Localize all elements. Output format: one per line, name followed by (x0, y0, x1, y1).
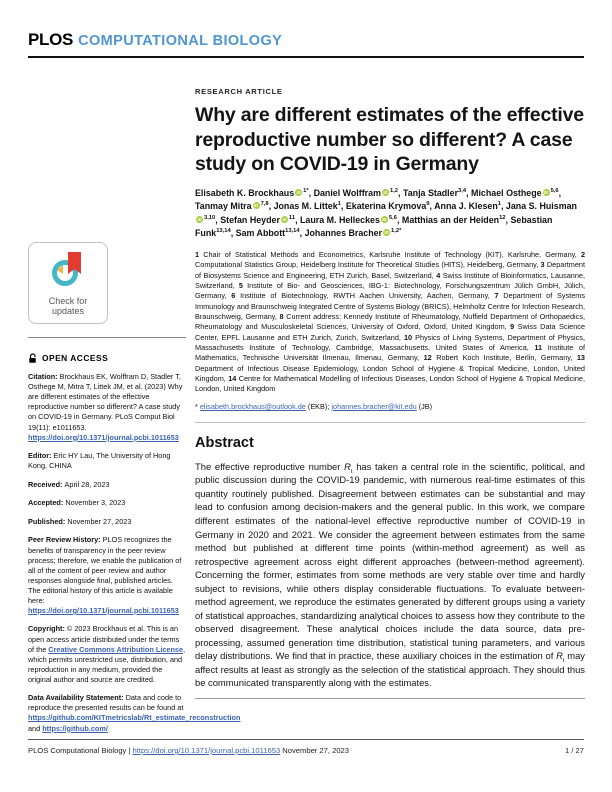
abstract-heading: Abstract (195, 434, 254, 451)
orcid-icon[interactable]: iD (543, 189, 549, 195)
open-lock-icon (28, 353, 37, 364)
hyperlink[interactable]: https://github.com/KITmetricslab/Rt_estimate_reconstruction (28, 713, 241, 723)
plos-logo: PLOS (28, 30, 74, 49)
accepted-date: Accepted: November 3, 2023 (28, 498, 126, 508)
copyright-note: Copyright: © 2023 Brockhaus et al. This is an open access article distributed under the terms of the Creative Commons Attribution License, which permits unrestricted use, distribution, and reproduction in any medium, provided the original author and source are credited. (28, 624, 186, 684)
crossmark-icon (51, 251, 85, 287)
hyperlink[interactable]: https://github.com/ (42, 723, 108, 733)
journal-masthead (28, 30, 584, 58)
peer-review-note: Peer Review History: PLOS recognizes the benefits of transparency in the peer review process; therefore, we enable the publication of all of the content of peer review and author responses alongside final, published articles. The editorial history of this article is available here: https://doi.org/10.1371/journal.pcbi.1011653 (28, 535, 182, 615)
orcid-icon[interactable]: iD (382, 216, 387, 222)
hyperlink[interactable]: https://doi.org/10.1371/journal.pcbi.1011653 (28, 605, 179, 615)
footer-citation: PLOS Computational Biology | https://doi.org/10.1371/journal.pcbi.1011653 November 27, 2023 (28, 746, 349, 755)
published-date: Published: November 27, 2023 (28, 516, 132, 526)
orcid-icon[interactable]: iD (253, 203, 259, 209)
hyperlink[interactable]: https://doi.org/10.1371/journal.pcbi.1011653 (28, 432, 179, 442)
hyperlink[interactable]: johannes.bracher@kit.edu (331, 401, 417, 411)
journal-name: COMPUTATIONAL BIOLOGY (78, 33, 283, 49)
orcid-icon[interactable]: iD (282, 216, 287, 222)
citation-note: Citation: Brockhaus EK, Wolffram D, Stadler T, Osthege M, Mitra T, Littek JM, et al. (2023) Why are different estimates of the effective reproductive number so different? A case study on COVID-19 in Germany. PLoS Comput Biol 19(11): e1011653. https://doi.org/10.1371/journal.pcbi.1011653 (28, 372, 183, 442)
abstract-top-rule (195, 422, 585, 423)
editor-note: Editor: Eric HY Lau, The University of Hong Kong, CHINA (28, 451, 171, 471)
orcid-icon[interactable]: iD (384, 230, 389, 236)
open-access-label: OPEN ACCESS (42, 353, 109, 364)
page-footer (28, 739, 584, 755)
check-for-updates-badge[interactable] (28, 242, 108, 324)
sidebar-divider (28, 337, 186, 338)
abstract-bottom-rule (195, 698, 585, 699)
open-access-row (28, 353, 186, 364)
hyperlink[interactable]: https://doi.org/10.1371/journal.pcbi.1011653 (132, 746, 281, 755)
orcid-icon[interactable]: iD (383, 189, 388, 195)
received-date: Received: April 28, 2023 (28, 479, 110, 489)
data-availability-note: Data Availability Statement: Data and code to reproduce the presented results can be found at https://github.com/KITmetricslab/Rt_estimate_reconstruction and https://github.com/ (28, 693, 241, 733)
author-list: Elisabeth K. Brockhaus iD $^{1*}$, Daniel Wolffram iD $^{1,2}$, Tanja Stadler$^{3,4}$, Michael Osthege iD $^{5,6}$, Tanmay Mitra iD $^{7,8}$, Jonas M. Littek$^1$, Ekaterina Krymova$^9$, Anna J. Klesen$^1$, Jana S. HuismaniD $^{3,10}$, Stefan Heyder iD $^{11}$, Laura M. Helleckes iD $^{5,6}$, Matthias an der Heiden$^{12}$, Sebastian Funk$^{13,14}$, Sam Abbott$^{13,14}$, Johannes Bracher iD $^{1,2*}$ (195, 187, 577, 239)
article-title: Why are different estimates of the effective reproductive number so different? A case study on COVID-19 in Germany (195, 104, 584, 176)
affiliations: 1 Chair of Statistical Methods and Econometrics, Karlsruhe Institute of Technology (KIT), Karlsruhe, Germany, 2 Computational Statistics Group, Heidelberg Institute for Theoretical Studies (HITS), Heidelberg, Germany, 3 Department of Biosystems Science and Engineering, ETH Zurich, Basel, Switzerland, 4 Swiss Institute of Bioinformatics, Lausanne, Switzerland, 5 Institute of Bio- and Geosciences, IBG-1: Biotechnology, Forschungszentrum Jülich GmbH, Jülich, Germany, 6 Institute of Biotechnology, RWTH Aachen University, Aachen, Germany, 7 Department of Systems Immunology and Braunschweig Integrated Centre of Systems Biology (BRICS), Helmholtz Centre for Infection Research, Braunschweig, Germany, 8 Current address: Kennedy Institute of Rheumatology, Nuffield Department of Orthopaedics, Rheumatology and Musculoskeletal Sciences, University of Oxford, Oxford, United Kingdom, 9 Swiss Data Science Center, EPFL Lausanne and ETH Zurich, Zurich, Switzerland, 10 Physics of Living Systems, Department of Physics, Massachusetts Institute of Technology, Cambridge, Massachusetts, United States of America, 11 Institute of Mathematics, Technische Universität Ilmenau, Ilmenau, Germany, 12 Robert Koch Institute, Berlin, Germany, 13 Department of Infectious Disease Epidemiology, London School of Hygiene & Tropical Medicine, London, United Kingdom, 14 Centre for Mathematical Modelling of Infectious Diseases, London School of Hygiene & Tropical Medicine, London, United Kingdom (195, 249, 586, 394)
abstract-body: The effective reproductive number $R_t$ has taken a central role in the scientific, political, and public discussion during the COVID-19 pandemic, with numerous real-time estimates of this quantity routinely published. Disagreement between estimates can be substantial and may lead to confusion among decision-makers and the general public. In this work, we compare different estimates of the national-level effective reproductive number of COVID-19 in Germany in 2020 and 2021. We consider the agreement between estimates from the same method but published at different time points (within-method agreement) as well as retrospective agreement across eight different approaches (between-method agreement). Concerning the former, estimates from some methods are very stable over time and hardly subject to revisions, while others display considerable fluctuations. To evaluate between-method agreement, we reproduce the estimates generated by different groups using a variety of statistical approaches, standardizing analytical choices to assess how they contribute to the observed disagreement. These analytical choices include the data source, data pre-processing, assumed generation time distribution, statistical tuning parameters, and various delay distributions. We find that in practice, these auxiliary choices in the estimation of $R_t$ may affect results at least as strongly as the selection of the statistical approach. They should thus be communicated transparently along with the estimates. (195, 460, 585, 689)
article-type-kicker: RESEARCH ARTICLE (195, 87, 283, 96)
orcid-icon[interactable]: iD (197, 216, 202, 222)
correspondence-line: * elisabeth.brockhaus@outlook.de (EKB); johannes.bracher@kit.edu (JB) (195, 401, 433, 411)
page-number: 1 / 27 (565, 746, 584, 755)
hyperlink[interactable]: Creative Commons Attribution License (48, 644, 184, 654)
orcid-icon[interactable]: iD (296, 189, 301, 195)
crossmark-label: Check for updates (48, 296, 88, 317)
article-main (195, 87, 585, 699)
hyperlink[interactable]: elisabeth.brockhaus@outlook.de (199, 401, 306, 411)
